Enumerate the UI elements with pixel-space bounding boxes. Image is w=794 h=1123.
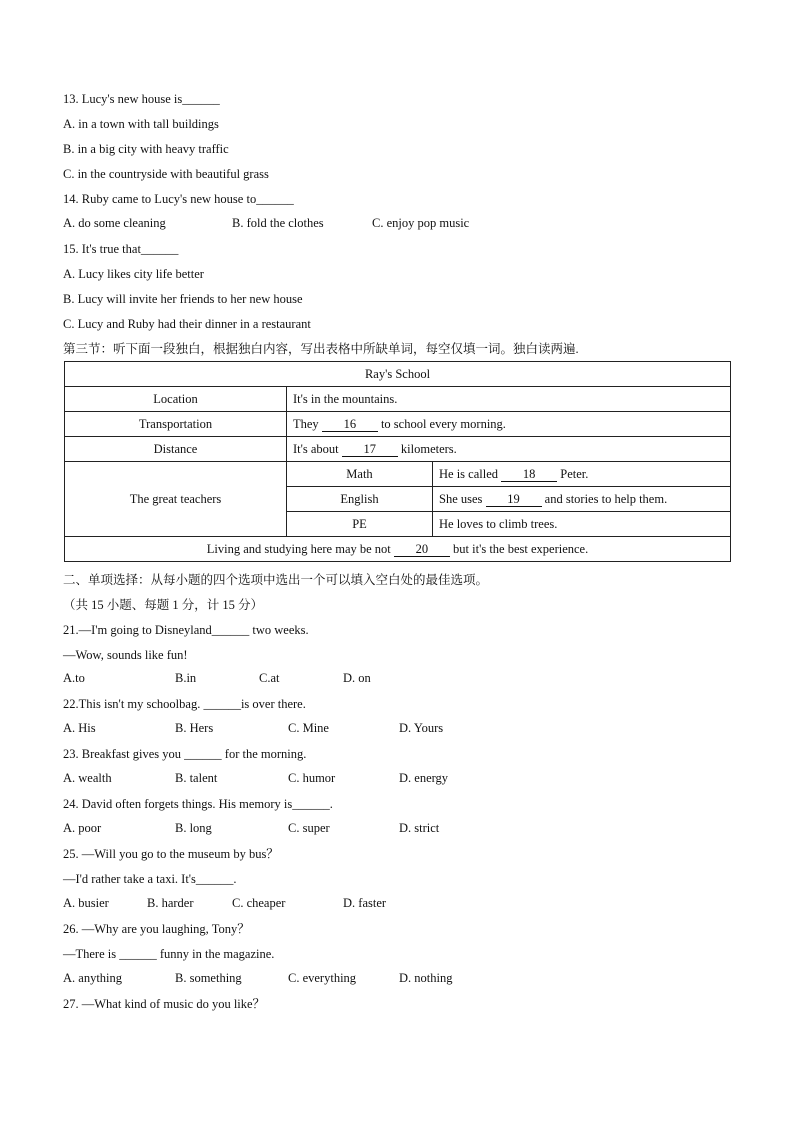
q24-option-a: A. poor [63,821,102,835]
q24-option-c: C. super [288,821,330,835]
q26-option-c: C. everything [288,971,357,985]
q21-line1: 21.—I'm going to Disneyland______ two weeks. [63,623,309,637]
row-label-teachers: The great teachers [65,462,287,537]
q27-line1: 27. —What kind of music do you like？ [63,997,266,1011]
q15-option-c: C. Lucy and Ruby had their dinner in a restaurant [63,317,311,331]
subject-math: Math [287,462,433,487]
teacher-english: She uses 19 and stories to help them. [433,487,731,512]
teacher-pe: He loves to climb trees. [433,512,731,537]
q15-option-a: A. Lucy likes city life better [63,267,204,281]
blank-19[interactable]: 19 [486,493,542,507]
q25-line2: —I'd rather take a taxi. It's______. [63,872,237,886]
section3-instructions: 第三节：听下面一段独白，根据独白内容，写出表格中所缺单词，每空仅填一词。独白读两遍. [63,342,579,356]
row-label-transportation: Transportation [65,412,287,437]
q21-option-b: B.in [175,671,197,685]
q14-option-c: C. enjoy pop music [372,216,470,230]
q13-option-c: C. in the countryside with beautiful grass [63,167,269,181]
subject-english: English [287,487,433,512]
q22-stem: 22.This isn't my schoolbag. ______is over there. [63,697,306,711]
table-title: Ray's School [65,362,731,387]
q26-option-b: B. something [175,971,242,985]
q14-option-a: A. do some cleaning [63,216,166,230]
q23-option-a: A. wealth [63,771,112,785]
q22-option-b: B. Hers [175,721,214,735]
q22-option-c: C. Mine [288,721,329,735]
row-label-distance: Distance [65,437,287,462]
part2-subheading: （共 15 小题、每题 1 分，计 15 分） [63,598,264,612]
q25-line1: 25. —Will you go to the museum by bus？ [63,847,279,861]
q25-option-d: D. faster [343,896,387,910]
subject-pe: PE [287,512,433,537]
q22-option-a: A. His [63,721,96,735]
q21-option-d: D. on [343,671,371,685]
q23-option-d: D. energy [399,771,449,785]
q15-option-b: B. Lucy will invite her friends to her new house [63,292,303,306]
part2-heading: 二、单项选择：从每小题的四个选项中选出一个可以填入空白处的最佳选项。 [63,573,489,587]
q24-option-b: B. long [175,821,212,835]
row-value-location: It's in the mountains. [287,387,731,412]
q25-option-b: B. harder [147,896,194,910]
blank-18[interactable]: 18 [501,468,557,482]
row-label-location: Location [65,387,287,412]
blank-17[interactable]: 17 [342,443,398,457]
teacher-math: He is called 18 Peter. [433,462,731,487]
q23-stem: 23. Breakfast gives you ______ for the morning. [63,747,307,761]
blank-20[interactable]: 20 [394,543,450,557]
q26-line1: 26. —Why are you laughing, Tony？ [63,922,250,936]
q21-line2: —Wow, sounds like fun! [63,648,188,662]
q15-stem: 15. It's true that______ [63,242,179,256]
q14-stem: 14. Ruby came to Lucy's new house to______ [63,192,294,206]
q14-option-b: B. fold the clothes [232,216,324,230]
q25-option-c: C. cheaper [232,896,286,910]
q23-option-b: B. talent [175,771,218,785]
q26-option-d: D. nothing [399,971,453,985]
q24-option-d: D. strict [399,821,440,835]
row-value-distance: It's about 17 kilometers. [287,437,731,462]
q13-option-a: A. in a town with tall buildings [63,117,219,131]
q21-option-c: C.at [259,671,280,685]
blank-16[interactable]: 16 [322,418,378,432]
q21-option-a: A.to [63,671,85,685]
q13-option-b: B. in a big city with heavy traffic [63,142,229,156]
rays-school-table [64,361,731,562]
q25-option-a: A. busier [63,896,109,910]
q26-line2: —There is ______ funny in the magazine. [63,947,275,961]
table-footer: Living and studying here may be not 20 but it's the best experience. [65,537,731,562]
row-value-transportation: They 16 to school every morning. [287,412,731,437]
q23-option-c: C. humor [288,771,336,785]
q26-option-a: A. anything [63,971,123,985]
q13-stem: 13. Lucy's new house is______ [63,92,220,106]
q24-stem: 24. David often forgets things. His memory is______. [63,797,333,811]
q22-option-d: D. Yours [399,721,444,735]
